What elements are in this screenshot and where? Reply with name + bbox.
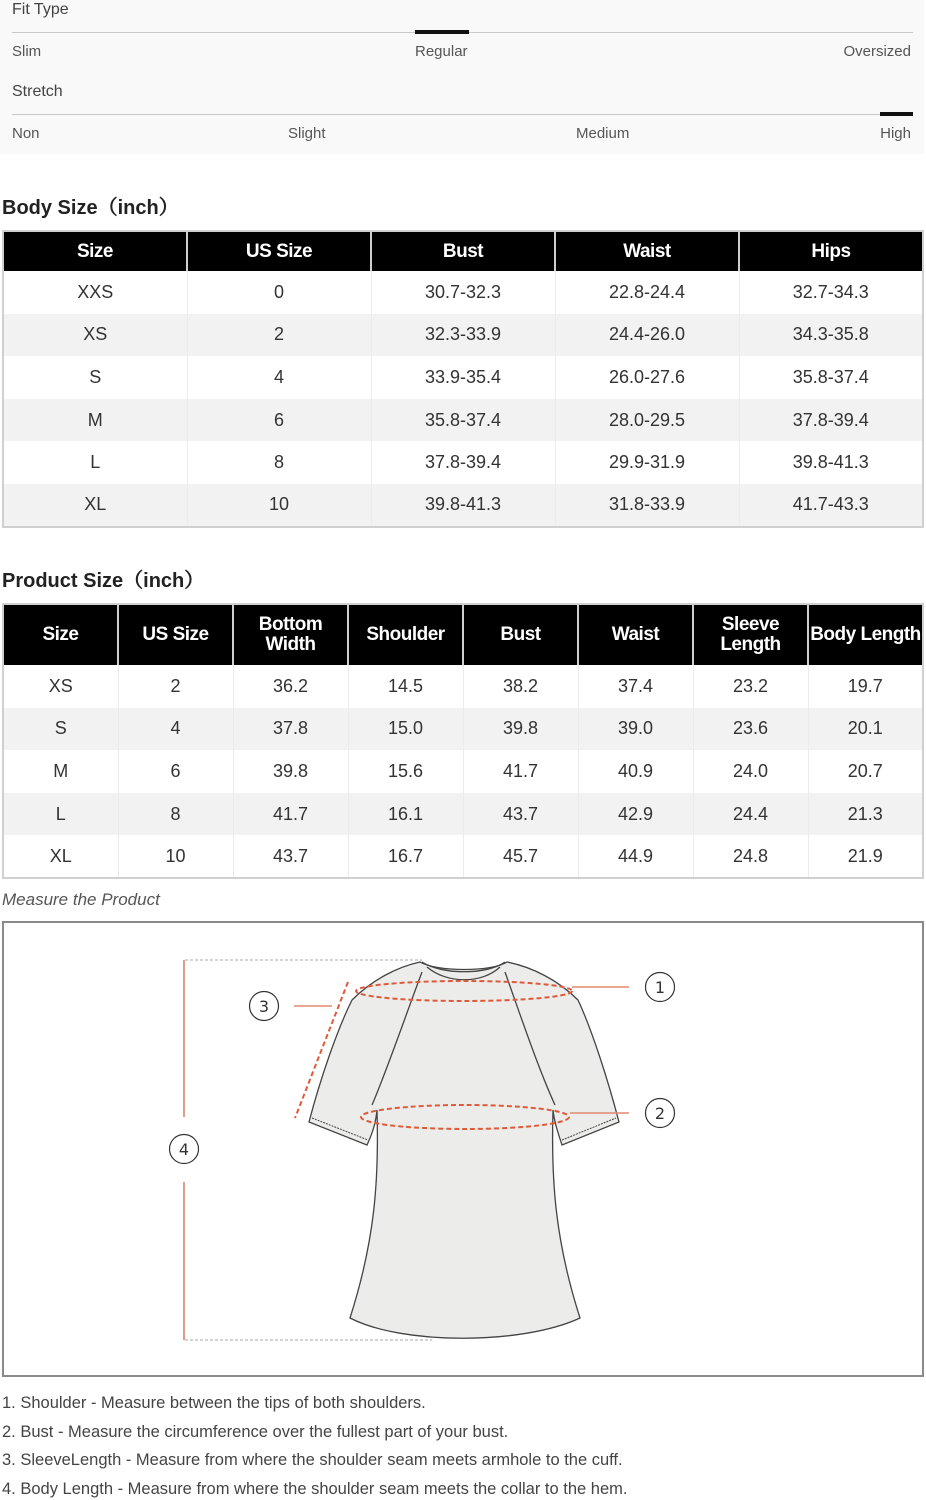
fit-type-marker: [415, 30, 469, 34]
table-row: [3, 314, 923, 357]
table-cell: 29.9-31.9: [555, 441, 739, 484]
table-cell: 43.7: [233, 835, 348, 878]
table-cell: 10: [187, 484, 371, 527]
column-header: Size: [3, 604, 118, 665]
fit-type-label: Fit Type: [12, 1, 69, 18]
table-cell: 15.0: [348, 708, 463, 751]
table-cell: 28.0-29.5: [555, 399, 739, 442]
table-cell: 4: [187, 356, 371, 399]
table-cell: 31.8-33.9: [555, 484, 739, 527]
fit-panel: [0, 0, 924, 154]
table-header-row: [3, 231, 923, 271]
table-cell: 20.1: [808, 708, 923, 751]
table-cell: 34.3-35.8: [739, 314, 923, 357]
column-header: Size: [3, 231, 187, 271]
table-cell: 39.8: [463, 708, 578, 751]
table-cell: 39.8-41.3: [739, 441, 923, 484]
table-cell: 39.0: [578, 708, 693, 751]
measure-notes: [2, 1392, 628, 1500]
table-cell: 23.6: [693, 708, 808, 751]
product-size-title: Product Size（inch）: [2, 570, 205, 592]
tshirt-diagram-icon: [4, 923, 922, 1375]
table-row: [3, 356, 923, 399]
product-size-table: [2, 603, 924, 879]
table-cell: 23.2: [693, 665, 808, 708]
table-cell: 30.7-32.3: [371, 271, 555, 314]
table-cell: 0: [187, 271, 371, 314]
table-cell: S: [89, 366, 102, 387]
table-cell: 37.8: [233, 708, 348, 751]
table-cell: 32.7-34.3: [739, 271, 923, 314]
table-cell: 26.0-27.6: [555, 356, 739, 399]
table-cell: 24.0: [693, 750, 808, 793]
table-cell: S: [3, 708, 118, 751]
table-row: [3, 708, 923, 751]
table-cell: 37.4: [578, 665, 693, 708]
column-header: US Size: [118, 604, 233, 665]
stretch-label: Stretch: [12, 83, 63, 100]
table-cell: XL: [3, 484, 187, 527]
table-row: [3, 665, 923, 708]
table-cell: 38.2: [463, 665, 578, 708]
table-cell: 4: [118, 708, 233, 751]
column-header: Sleeve Length: [693, 604, 808, 665]
table-cell: 19.7: [808, 665, 923, 708]
svg-text:2: 2: [654, 1104, 666, 1123]
svg-text:4: 4: [178, 1140, 190, 1159]
table-cell: M: [3, 399, 187, 442]
svg-text:1: 1: [654, 978, 666, 997]
table-row: [3, 271, 923, 314]
table-cell: 36.2: [233, 665, 348, 708]
table-cell: XXS: [77, 281, 114, 302]
table-cell: 39.8-41.3: [371, 484, 555, 527]
measure-diagram: [2, 921, 924, 1377]
table-cell: L: [90, 452, 101, 473]
table-cell: XS: [48, 675, 73, 696]
table-cell: L: [3, 793, 118, 836]
stretch-option-slight: Slight: [288, 125, 326, 142]
table-cell: 37.8-39.4: [739, 399, 923, 442]
column-header: US Size: [187, 231, 371, 271]
table-cell: 15.6: [348, 750, 463, 793]
table-cell: 22.8-24.4: [555, 271, 739, 314]
table-cell: 2: [187, 314, 371, 357]
table-row: [3, 793, 923, 836]
table-cell: 35.8-37.4: [739, 356, 923, 399]
note-shoulder: 1. Shoulder - Measure between the tips of both shoulders.: [2, 1394, 426, 1412]
table-cell: 41.7: [233, 793, 348, 836]
column-header: Hips: [739, 231, 923, 271]
body-size-title: Body Size（inch）: [2, 197, 179, 219]
stretch-option-medium: Medium: [576, 125, 630, 142]
table-cell: 39.8: [233, 750, 348, 793]
table-row: [3, 484, 923, 527]
stretch-track: [12, 114, 913, 115]
table-cell: 16.1: [348, 793, 463, 836]
table-row: [3, 750, 923, 793]
table-cell: 16.7: [348, 835, 463, 878]
svg-text:3: 3: [258, 997, 270, 1016]
column-header: Body Length: [808, 604, 923, 665]
table-row: [3, 441, 923, 484]
column-header: Waist: [555, 231, 739, 271]
table-cell: 41.7-43.3: [739, 484, 923, 527]
table-cell: 44.9: [578, 835, 693, 878]
column-header: Bust: [463, 604, 578, 665]
measure-caption: Measure the Product: [2, 890, 160, 909]
table-cell: 24.4: [693, 793, 808, 836]
table-cell: 37.8-39.4: [371, 441, 555, 484]
table-cell: 42.9: [578, 793, 693, 836]
table-cell: M: [53, 760, 69, 781]
column-header: Bottom Width: [233, 604, 348, 665]
table-cell: XL: [49, 845, 72, 866]
table-cell: 8: [187, 441, 371, 484]
column-header: Shoulder: [348, 604, 463, 665]
table-cell: 45.7: [463, 835, 578, 878]
table-cell: 35.8-37.4: [371, 399, 555, 442]
table-cell: 21.3: [808, 793, 923, 836]
note-sleeve-length: 3. SleeveLength - Measure from where the shoulder seam meets armhole to the cuff.: [2, 1451, 623, 1469]
table-row: [3, 835, 923, 878]
table-cell: 2: [118, 665, 233, 708]
column-header: Waist: [578, 604, 693, 665]
table-cell: 40.9: [578, 750, 693, 793]
note-body-length: 4. Body Length - Measure from where the shoulder seam meets the collar to the hem.: [2, 1479, 628, 1498]
fit-option-oversized: Oversized: [843, 43, 911, 60]
table-cell: 6: [187, 399, 371, 442]
table-cell: 24.4-26.0: [555, 314, 739, 357]
table-cell: 14.5: [348, 665, 463, 708]
fit-option-slim: Slim: [12, 43, 42, 60]
table-cell: 41.7: [463, 750, 578, 793]
table-cell: 32.3-33.9: [371, 314, 555, 357]
note-bust: 2. Bust - Measure the circumference over the fullest part of your bust.: [2, 1422, 509, 1441]
table-cell: 10: [118, 835, 233, 878]
stretch-marker: [880, 112, 913, 116]
table-cell: 21.9: [808, 835, 923, 878]
table-cell: 8: [118, 793, 233, 836]
table-cell: 24.8: [693, 835, 808, 878]
body-size-table: [2, 230, 924, 528]
table-cell: XS: [3, 314, 187, 357]
table-cell: 6: [118, 750, 233, 793]
stretch-option-non: Non: [12, 125, 40, 142]
table-cell: 33.9-35.4: [371, 356, 555, 399]
table-cell: 20.7: [808, 750, 923, 793]
stretch-option-high: High: [880, 125, 911, 142]
table-row: [3, 399, 923, 442]
table-cell: 43.7: [463, 793, 578, 836]
column-header: Bust: [371, 231, 555, 271]
table-header-row: [3, 604, 923, 665]
fit-option-regular: Regular: [415, 43, 468, 60]
